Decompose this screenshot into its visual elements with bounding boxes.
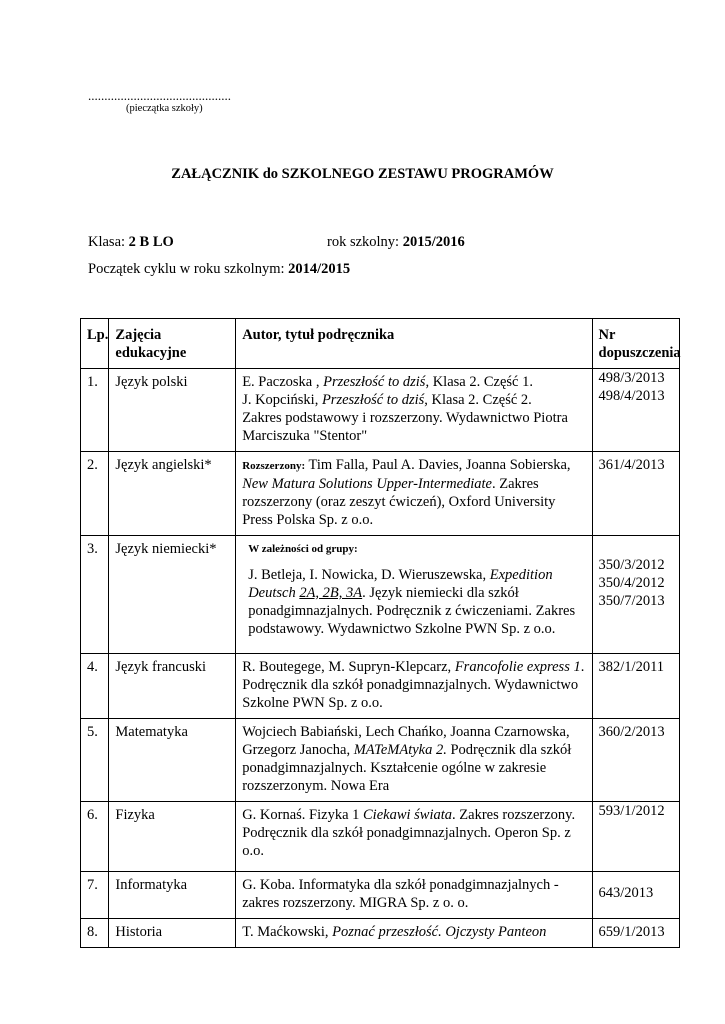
approval-number: 498/4/2013 (598, 388, 665, 404)
row-author-title (236, 719, 592, 802)
approval-number: 350/3/2012 (598, 557, 665, 573)
row-approval-number: 382/1/2011 (592, 654, 679, 719)
row-author-title (236, 536, 592, 654)
row-approval-number: 659/1/2013 (592, 919, 679, 948)
table-row (81, 919, 680, 948)
row-approval-number: 643/2013 (592, 872, 679, 919)
row-lp: 6. (81, 802, 109, 872)
author-text: Tim Falla, Paul A. Davies, Joanna Sobierska, (305, 457, 571, 473)
class-label: Klasa: (88, 234, 126, 250)
row-subject: Historia (109, 919, 236, 948)
book-title: Francofolie express 1 (454, 659, 581, 675)
school-year-label: rok szkolny: (327, 234, 400, 250)
row-author-title: G. Koba. Informatyka dla szkół ponadgimnazjalnych - zakres rozszerzony. MIGRA Sp. z o. o. (236, 872, 592, 919)
table-row (81, 872, 680, 919)
row-subject: Fizyka (109, 802, 236, 872)
class-value: 2 B LO (128, 234, 174, 250)
author-text: . Zakres rozszerzony (oraz zeszyt ćwiczeń), Oxford University Press Polska Sp. z o.o. (242, 476, 556, 528)
textbook-table (80, 318, 680, 948)
row-author-title (236, 654, 592, 719)
document-title: ZAŁĄCZNIK do SZKOLNEGO ZESTAWU PROGRAMÓW (171, 166, 554, 182)
row-approval-number (592, 536, 679, 654)
level-note: Rozszerzony: (242, 460, 306, 472)
approval-number: 498/3/2013 (598, 370, 665, 386)
author-text: R. Boutegege, M. Supryn-Klepcarz, (242, 659, 455, 675)
row-subject: Język francuski (109, 654, 236, 719)
row-lp: 4. (81, 654, 109, 719)
author-text: . Język niemiecki dla szkół ponadgimnazjalnych. Podręcznik z ćwiczeniami. Zakres podstawowy. Wydawnictwo Szkolne PWN Sp. z o.o. (248, 585, 576, 637)
row-lp: 5. (81, 719, 109, 802)
author-text: J. Betleja, I. Nowicka, D. Wieruszewska, (248, 567, 490, 583)
row-lp: 1. (81, 369, 109, 452)
cycle-start-label: Początek cyklu w roku szkolnym: (88, 261, 285, 277)
row-subject: Matematyka (109, 719, 236, 802)
book-title: Przeszłość to dziś (321, 392, 425, 408)
row-approval-number (592, 369, 679, 452)
author-text: , Klasa 2. Część 2. (424, 392, 532, 408)
book-title: Ciekawi świata (363, 807, 453, 823)
author-text: J. Kopciński, (242, 392, 322, 408)
table-row (81, 654, 680, 719)
table-row (81, 536, 680, 654)
header-approval-number: Nr dopuszczenia (592, 319, 679, 369)
table-row (81, 452, 680, 536)
row-author-title (236, 802, 592, 872)
book-title: MATeMAtyka 2. (353, 742, 447, 758)
approval-number: 350/4/2012 (598, 575, 665, 591)
school-year-info (327, 234, 465, 251)
author-text: . Zakres rozszerzony. Podręcznik dla szkół ponadgimnazjalnych. Operon Sp. z o.o. (242, 807, 576, 859)
approval-number: 350/7/2013 (598, 593, 665, 609)
author-text: , Klasa 2. Część 1. (425, 374, 533, 390)
row-author-title (236, 919, 592, 948)
author-text: Podręcznik dla szkół ponadgimnazjalnych. Kształcenie ogólne w zakresie rozszerzonym. Nowa Era (242, 742, 572, 794)
row-lp: 2. (81, 452, 109, 536)
book-title: Expedition Deutsch 2A, 2B, 3A (248, 567, 553, 601)
table-row (81, 369, 680, 452)
row-approval-number: 593/1/2012 (592, 802, 679, 872)
row-approval-number: 361/4/2013 (592, 452, 679, 536)
stamp-label: (pieczątka szkoły) (126, 103, 203, 114)
author-text: G. Kornaś. Fizyka 1 (242, 807, 364, 823)
header-subject: Zajęcia edukacyjne (109, 319, 236, 369)
author-text: E. Paczoska , (242, 374, 324, 390)
book-title: Poznać przeszłość. Ojczysty Panteon (332, 924, 547, 940)
stamp-line: ............................................ (88, 88, 231, 103)
group-note: W zależności od grupy: (248, 543, 358, 555)
school-year-value: 2015/2016 (402, 234, 465, 250)
author-text: Wojciech Babiański, Lech Chańko, Joanna Czarnowska, Grzegorz Janocha, (242, 724, 570, 758)
row-subject: Informatyka (109, 872, 236, 919)
book-title: New Matura Solutions Upper-Intermediate (242, 476, 492, 492)
table-row (81, 719, 680, 802)
book-title: Przeszłość to dziś (323, 374, 426, 390)
row-lp: 7. (81, 872, 109, 919)
volume-link[interactable]: 2A, 2B, 3A (299, 585, 363, 601)
header-lp: Lp. (81, 319, 109, 369)
class-info (88, 234, 174, 251)
row-author-title (236, 452, 592, 536)
table-row (81, 802, 680, 872)
author-text: . Podręcznik dla szkół ponadgimnazjalnych. Wydawnictwo Szkolne PWN Sp. z o.o. (242, 659, 585, 711)
row-lp: 3. (81, 536, 109, 654)
author-text: T. Maćkowski, (242, 924, 333, 940)
header-author-title: Autor, tytuł podręcznika (236, 319, 592, 369)
cycle-start-value: 2014/2015 (288, 261, 351, 277)
row-approval-number: 360/2/2013 (592, 719, 679, 802)
row-author-title (236, 369, 592, 452)
cycle-start-info (88, 261, 350, 278)
table-header-row (81, 319, 680, 369)
row-subject: Język polski (109, 369, 236, 452)
row-subject: Język niemiecki* (109, 536, 236, 654)
author-text: Zakres podstawowy i rozszerzony. Wydawnictwo Piotra Marciszuka "Stentor" (242, 410, 568, 444)
row-subject: Język angielski* (109, 452, 236, 536)
row-lp: 8. (81, 919, 109, 948)
